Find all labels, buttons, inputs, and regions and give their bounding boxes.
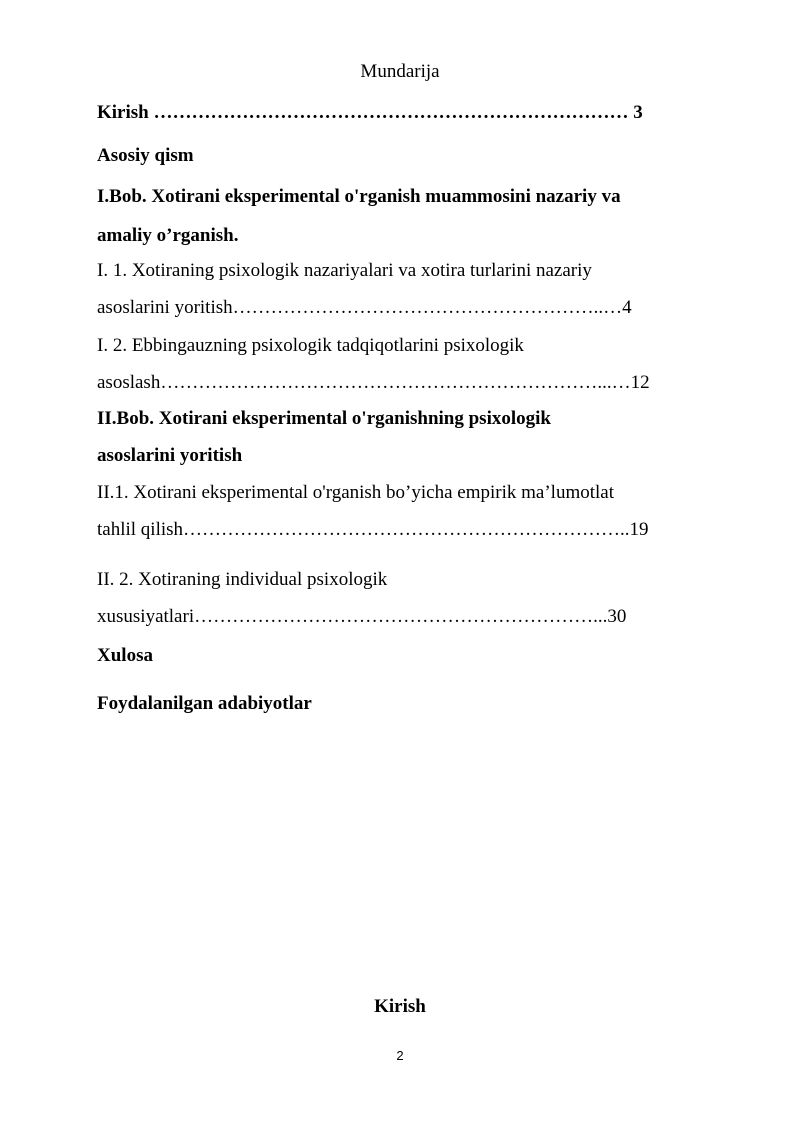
toc-heading-asosiy-qism: Asosiy qism [97, 145, 194, 166]
section-heading-kirish: Kirish [374, 996, 426, 1017]
toc-chapter1-title-line2: amaliy o’rganish. [97, 225, 239, 246]
toc-entry-kirish [97, 101, 643, 125]
toc-entry-adabiyotlar: Foydalanilgan adabiyotlar [97, 693, 312, 714]
toc-section-2-2-line2: xususiyatlari………………………………………………………...30 [97, 606, 627, 627]
toc-chapter1-title-line1: I.Bob. Xotirani eksperimental o'rganish muammosini nazariy va [97, 186, 621, 207]
toc-section-1-1-line1: I. 1. Xotiraning psixologik nazariyalari va xotira turlarini nazariy [97, 260, 592, 281]
toc-section-2-1-line2: tahlil qilish……………………………………………………………..19 [97, 519, 649, 540]
toc-section-1-2-line2: asoslash……………………………………………………………...…12 [97, 372, 650, 393]
page-number: 2 [396, 1048, 404, 1063]
toc-section-2-2-line1: II. 2. Xotiraning individual psixologik [97, 569, 388, 590]
toc-entry-kirish-text: Kirish ………………………………………………………………… 3 [97, 102, 643, 123]
toc-section-1-2-line1: I. 2. Ebbingauzning psixologik tadqiqotlarini psixologik [97, 335, 524, 356]
toc-chapter2-title-line2: asoslarini yoritish [97, 445, 243, 466]
toc-chapter2-title-line1: II.Bob. Xotirani eksperimental o'rganishning psixologik [97, 408, 551, 429]
toc-section-2-1-line1: II.1. Xotirani eksperimental o'rganish bo’yicha empirik ma’lumotlat [97, 482, 614, 503]
toc-entry-xulosa: Xulosa [97, 645, 153, 666]
toc-title: Mundarija [360, 61, 440, 82]
toc-section-1-1-line2: asoslarini yoritish…………………………………………………..…4 [97, 297, 632, 318]
